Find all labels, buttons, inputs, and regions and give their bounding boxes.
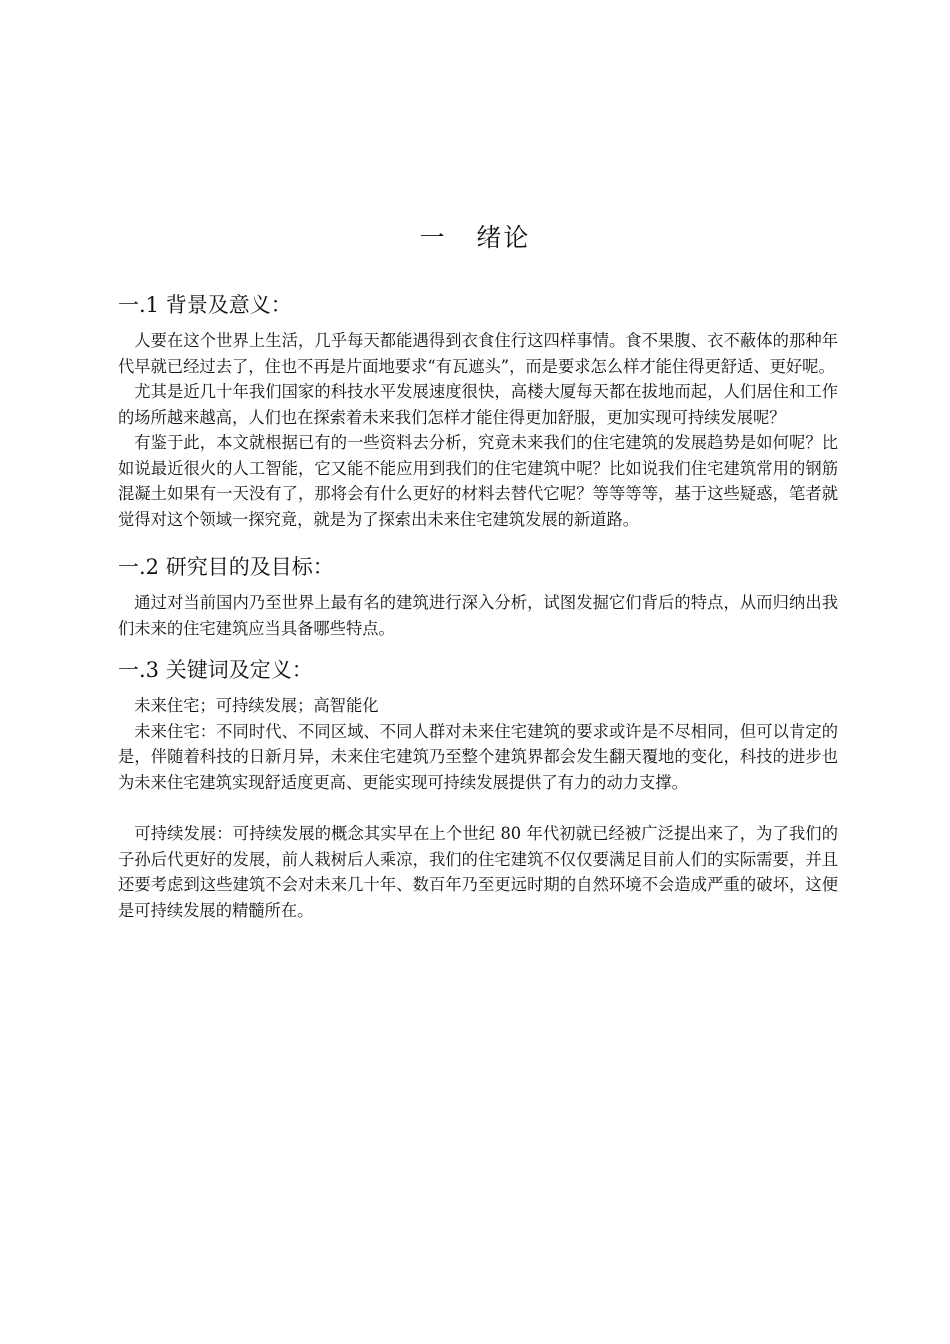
paragraph: 人要在这个世界上生活，几乎每天都能遇得到衣食住行这四样事情。食不果腹、衣不蔽体的那种年代早就已经过去了，住也不再是片面地要求“有瓦遮头”，而是要求怎么样才能住得更舒适、更好呢。 <box>118 331 838 376</box>
document-body <box>118 290 838 923</box>
paragraph: 可持续发展：可持续发展的概念其实早在上个世纪 80 年代初就已经被广泛提出来了，为了我们的子孙后代更好的发展，前人栽树后人乘凉，我们的住宅建筑不仅仅要满足目前人们的实际需要，并且还要考虑到这些建筑不会对未来几十年、数百年乃至更远时期的自然环境不会造成严重的破坏，这便是可持续发展的精髓所在。 <box>118 824 838 920</box>
paragraph: 通过对当前国内乃至世界上最有名的建筑进行深入分析，试图发掘它们背后的特点，从而归纳出我们未来的住宅建筑应当具备哪些特点。 <box>118 593 838 638</box>
paragraph: 尤其是近几十年我们国家的科技水平发展速度很快，高楼大厦每天都在拔地而起，人们居住和工作的场所越来越高，人们也在探索着未来我们怎样才能住得更加舒服，更加实现可持续发展呢？ <box>118 382 838 427</box>
chapter-number: 一 <box>419 223 447 252</box>
keywords-line: 未来住宅；可持续发展；高智能化 <box>134 696 379 715</box>
section-heading: 一.1 背景及意义： <box>118 293 292 317</box>
paragraph: 未来住宅：不同时代、不同区域、不同人群对未来住宅建筑的要求或许是不尽相同，但可以肯定的是，伴随着科技的日新月异，未来住宅建筑乃至整个建筑界都会发生翻天覆地的变化，科技的进步也为未来住宅建筑实现舒适度更高、更能实现可持续发展提供了有力的动力支撑。 <box>118 721 838 792</box>
paragraph: 有鉴于此，本文就根据已有的一些资料去分析，究竟未来我们的住宅建筑的发展趋势是如何呢？比如说最近很火的人工智能，它又能不能应用到我们的住宅建筑中呢？比如说我们住宅建筑常用的钢筋混凝土如果有一天没有了，那将会有什么更好的材料去替代它呢？等等等等，基于这些疑惑，笔者就觉得对这个领域一探究竟，就是为了探索出未来住宅建筑发展的新道路。 <box>118 433 838 529</box>
section-research-goals <box>118 552 838 641</box>
section-heading: 一.3 关键词及定义： <box>118 658 313 682</box>
chapter-title <box>0 218 950 254</box>
chapter-title-text: 绪论 <box>476 223 531 252</box>
section-background <box>118 290 838 532</box>
section-keywords <box>118 655 838 923</box>
section-heading: 一.2 研究目的及目标： <box>118 555 334 579</box>
